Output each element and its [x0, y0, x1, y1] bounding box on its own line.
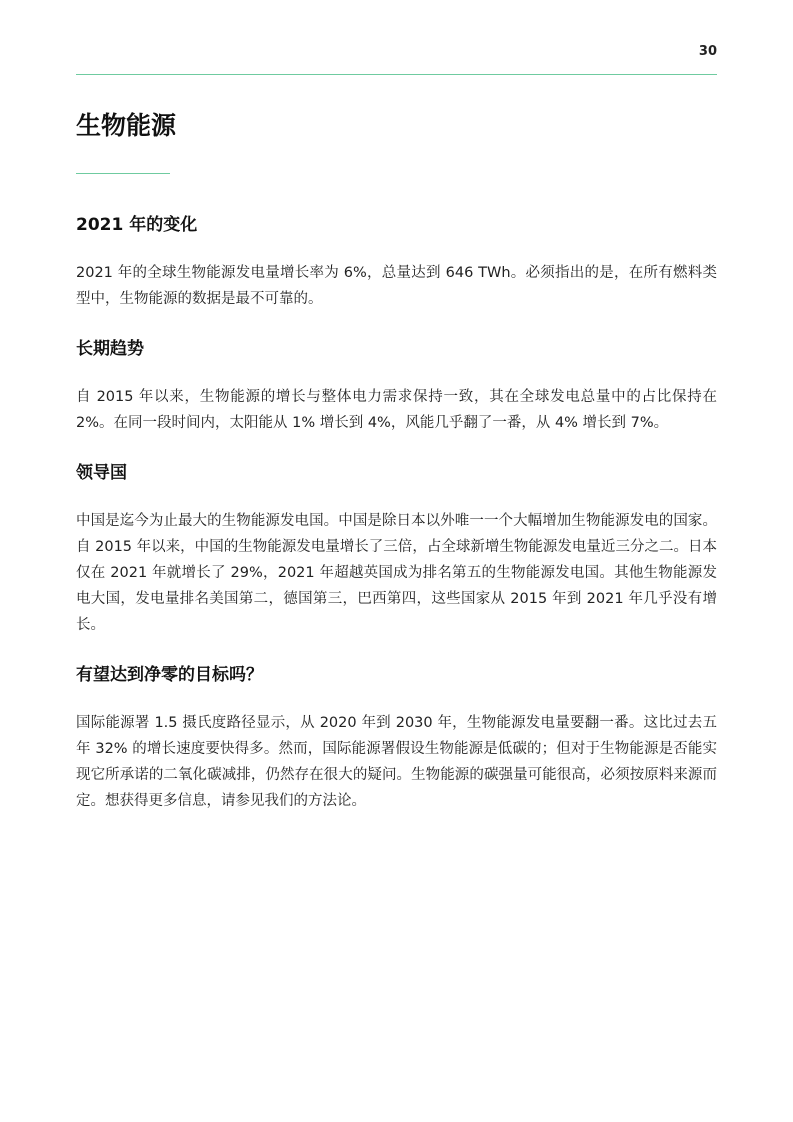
section-paragraph: 2021 年的全球生物能源发电量增长率为 6%，总量达到 646 TWh。必须指出的是，在所有燃料类型中，生物能源的数据是最不可靠的。 — [76, 265, 717, 307]
page-number: 30 — [698, 44, 717, 59]
article-content — [76, 210, 717, 836]
section-heading: 长期趋势 — [76, 339, 144, 359]
section-changes-2021 — [76, 210, 717, 312]
section-paragraph: 中国是迄今为止最大的生物能源发电国。中国是除日本以外唯一一个大幅增加生物能源发电的国家。自 2015 年以来，中国的生物能源发电量增长了三倍，占全球新增生物能源发电量近三分之二。日本仅在 2021 年就增长了 29%，2021 年超越英国成为排名第五的生物能源发电国。其他生物能源发电大国，发电量排名美国第二，德国第三，巴西第四，这些国家从 2015 年到 2021 年几乎没有增长。 — [76, 513, 717, 633]
header-divider — [76, 74, 717, 75]
section-heading: 2021 年的变化 — [76, 215, 198, 235]
section-net-zero — [76, 660, 717, 814]
title-underline — [76, 173, 170, 174]
section-leading-countries — [76, 458, 717, 638]
section-heading: 有望达到净零的目标吗？ — [76, 665, 263, 685]
section-long-term-trend — [76, 334, 717, 436]
section-paragraph: 国际能源署 1.5 摄氏度路径显示，从 2020 年到 2030 年，生物能源发电量要翻一番。这比过去五年 32% 的增长速度要快得多。然而，国际能源署假设生物能源是低碳的；但对于生物能源是否能实现它所承诺的二氧化碳减排，仍然存在很大的疑问。生物能源的碳强量可能很高，必须按原料来源而定。想获得更多信息，请参见我们的方法论。 — [76, 715, 717, 809]
section-heading: 领导国 — [76, 463, 127, 483]
section-paragraph: 自 2015 年以来，生物能源的增长与整体电力需求保持一致，其在全球发电总量中的占比保持在 2%。在同一段时间内，太阳能从 1% 增长到 4%，风能几乎翻了一番，从 4% 增长到 7%。 — [76, 389, 717, 431]
page-title: 生物能源 — [76, 111, 177, 140]
